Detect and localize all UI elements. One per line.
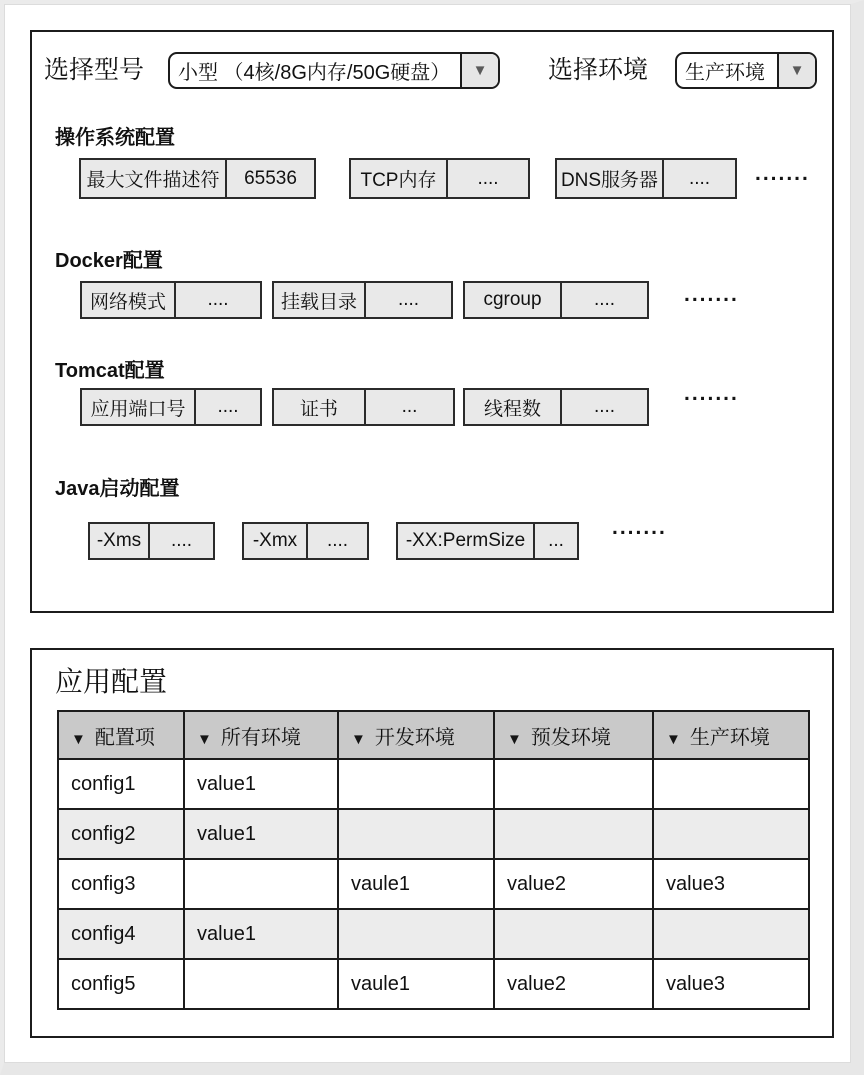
config-label: 线程数 <box>483 398 541 420</box>
config-label: 网络模式 <box>89 291 166 313</box>
sort-arrow-icon: ▼ <box>71 730 86 748</box>
table-cell: value1 <box>184 909 338 959</box>
table-cell: value3 <box>653 959 809 1009</box>
config-value[interactable]: .... <box>446 160 528 197</box>
chevron-down-icon[interactable]: ▼ <box>777 54 815 87</box>
sort-arrow-icon: ▼ <box>507 730 522 748</box>
config-box-app-port <box>80 388 262 426</box>
column-header-all-env[interactable] <box>184 711 338 759</box>
table-cell <box>184 859 338 909</box>
table-cell <box>338 909 494 959</box>
app-config-table <box>57 710 810 1010</box>
sort-arrow-icon: ▼ <box>351 730 366 748</box>
config-value[interactable]: .... <box>174 283 260 317</box>
sort-arrow-icon: ▼ <box>197 730 212 748</box>
config-box-mount-dir <box>272 281 453 319</box>
instance-config-panel <box>30 30 834 613</box>
section-title-docker: Docker配置 <box>55 250 163 272</box>
table-cell: value3 <box>653 859 809 909</box>
env-select-label: 选择环境 <box>548 56 649 84</box>
table-cell: value1 <box>184 759 338 809</box>
table-cell <box>494 759 653 809</box>
config-label: 证书 <box>299 398 338 420</box>
config-label: 应用端口号 <box>90 398 186 420</box>
table-row <box>58 909 809 959</box>
config-value[interactable]: .... <box>364 283 451 317</box>
config-box-thread-count <box>463 388 649 426</box>
config-label: -Xmx <box>252 530 298 551</box>
os-config-row <box>79 158 810 199</box>
table-cell <box>653 759 809 809</box>
docker-config-row <box>80 281 739 319</box>
config-value[interactable]: .... <box>194 390 260 424</box>
table-cell: config1 <box>58 759 184 809</box>
table-row <box>58 759 809 809</box>
column-header-label: 配置项 <box>94 726 155 749</box>
config-box-cert <box>272 388 455 426</box>
config-box-dns <box>555 158 737 199</box>
app-config-panel <box>30 648 834 1038</box>
table-row <box>58 859 809 909</box>
config-value[interactable]: ... <box>364 390 453 424</box>
table-cell: config4 <box>58 909 184 959</box>
config-box-cgroup <box>463 281 649 319</box>
config-value[interactable]: .... <box>662 160 735 197</box>
config-label: 最大文件描述符 <box>86 170 220 191</box>
config-box-permsize <box>396 522 579 560</box>
table-cell: value2 <box>494 959 653 1009</box>
config-label: TCP内存 <box>360 170 437 191</box>
table-row <box>58 959 809 1009</box>
table-cell: vaule1 <box>338 859 494 909</box>
column-header-dev-env[interactable] <box>338 711 494 759</box>
app-config-title: 应用配置 <box>55 666 168 697</box>
config-box-xms <box>88 522 215 560</box>
table-cell: config5 <box>58 959 184 1009</box>
more-ellipsis: ....... <box>684 382 739 405</box>
config-value[interactable]: .... <box>560 390 647 424</box>
config-box-tcp-mem <box>349 158 530 199</box>
config-label: -Xms <box>96 530 142 551</box>
table-cell: config3 <box>58 859 184 909</box>
column-header-config-item[interactable] <box>58 711 184 759</box>
section-title-tomcat: Tomcat配置 <box>55 360 165 382</box>
model-select-value: 小型 （4核/8G内存/50G硬盘） <box>178 62 451 84</box>
model-select-dropdown[interactable] <box>168 52 500 89</box>
table-row <box>58 809 809 859</box>
java-config-row <box>88 516 667 560</box>
column-header-prod-env[interactable] <box>653 711 809 759</box>
table-cell <box>653 909 809 959</box>
section-title-java: Java启动配置 <box>55 478 180 500</box>
table-cell <box>338 809 494 859</box>
config-box-xmx <box>242 522 369 560</box>
config-value[interactable]: .... <box>306 524 367 558</box>
env-select-value: 生产环境 <box>685 62 765 84</box>
table-cell: vaule1 <box>338 959 494 1009</box>
table-cell: value1 <box>184 809 338 859</box>
column-header-label: 预发环境 <box>530 726 611 749</box>
env-select-dropdown[interactable] <box>675 52 817 89</box>
tomcat-config-row <box>80 382 739 426</box>
table-cell <box>184 959 338 1009</box>
config-value[interactable]: ... <box>533 524 577 558</box>
section-title-os: 操作系统配置 <box>55 127 175 149</box>
config-value[interactable]: .... <box>148 524 213 558</box>
config-box-max-fd <box>79 158 316 199</box>
table-cell <box>494 809 653 859</box>
config-label: cgroup <box>483 289 542 310</box>
config-label: 挂载目录 <box>280 291 357 313</box>
table-cell <box>494 909 653 959</box>
more-ellipsis: ....... <box>755 161 810 185</box>
column-header-staging-env[interactable] <box>494 711 653 759</box>
column-header-label: 所有环境 <box>220 726 301 749</box>
config-label: DNS服务器 <box>560 170 659 191</box>
table-cell <box>338 759 494 809</box>
chevron-down-icon[interactable]: ▼ <box>460 54 498 87</box>
more-ellipsis: ....... <box>612 516 667 539</box>
more-ellipsis: ....... <box>684 283 739 306</box>
sort-arrow-icon: ▼ <box>666 730 681 748</box>
model-select-label: 选择型号 <box>44 56 145 84</box>
table-cell: config2 <box>58 809 184 859</box>
column-header-label: 开发环境 <box>374 726 455 749</box>
table-header-row <box>58 711 809 759</box>
config-value[interactable]: .... <box>560 283 647 317</box>
config-label: -XX:PermSize <box>405 530 526 551</box>
table-cell <box>653 809 809 859</box>
config-box-network-mode <box>80 281 262 319</box>
column-header-label: 生产环境 <box>689 726 770 749</box>
config-value[interactable]: 65536 <box>225 160 314 197</box>
table-cell: value2 <box>494 859 653 909</box>
